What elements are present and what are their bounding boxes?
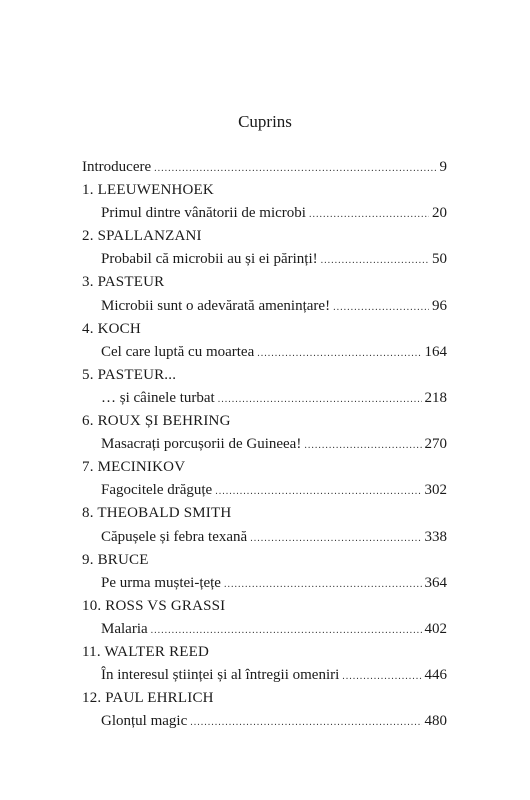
dot-leader	[215, 482, 421, 502]
toc-page-number: 402	[424, 620, 447, 637]
toc-page-number: 480	[424, 713, 447, 730]
toc-chapter-heading	[82, 642, 447, 665]
toc-page-number: 20	[432, 205, 447, 222]
toc-entry	[82, 480, 447, 503]
toc-entry	[82, 388, 447, 411]
chapter-title: 2. SPALLANZANI	[82, 228, 202, 245]
chapter-title: 9. BRUCE	[82, 551, 149, 568]
toc-entry-label: Pe urma muștei-țețe	[101, 574, 221, 591]
toc-entry-label: Microbii sunt o adevărată amenințare!	[101, 297, 331, 314]
toc-entry-label: Fagocitele drăguțe	[101, 482, 213, 499]
toc-entry	[82, 203, 447, 226]
toc-chapter-heading	[82, 272, 447, 295]
toc-entry	[82, 665, 447, 688]
dot-leader	[250, 529, 421, 549]
toc-entry-label: Primul dintre vânătorii de microbi	[101, 205, 306, 222]
chapter-title: 5. PASTEUR...	[82, 366, 177, 383]
chapter-title: 10. ROSS VS GRASSI	[82, 597, 226, 614]
toc-page-number: 9	[439, 159, 447, 175]
dot-leader	[333, 298, 429, 318]
toc-entry	[82, 296, 447, 319]
dot-leader	[151, 621, 422, 641]
toc-page-number: 338	[424, 528, 447, 545]
dot-leader	[304, 436, 421, 456]
toc-page-number: 164	[424, 343, 447, 360]
toc-entry-label: Căpușele și febra texană	[101, 528, 248, 545]
toc-entry-introduction	[82, 157, 447, 180]
toc-page-number: 270	[424, 436, 447, 453]
toc-chapter-heading	[82, 596, 447, 619]
toc-entry	[82, 573, 447, 596]
toc-chapter-heading	[82, 319, 447, 342]
dot-leader	[309, 205, 429, 225]
dot-leader	[190, 713, 421, 733]
toc-page-number: 302	[424, 482, 447, 499]
chapter-title: 8. THEOBALD SMITH	[82, 505, 232, 522]
chapter-title: 11. WALTER REED	[82, 643, 210, 660]
toc-page-number: 50	[432, 251, 447, 268]
toc-chapter-heading	[82, 365, 447, 388]
toc-chapter-heading	[82, 411, 447, 434]
toc-entry-label: Masacrați porcușorii de Guineea!	[101, 436, 302, 453]
toc-chapter-heading	[82, 226, 447, 249]
chapter-title: 12. PAUL EHRLICH	[82, 690, 214, 707]
toc-chapter-heading	[82, 550, 447, 573]
chapter-title: 3. PASTEUR	[82, 274, 165, 291]
dot-leader	[224, 575, 422, 595]
toc-entry-label: Introducere	[82, 159, 152, 175]
chapter-title: 7. MECINIKOV	[82, 459, 186, 476]
toc-page-number: 364	[424, 574, 447, 591]
dot-leader	[257, 344, 421, 364]
toc-chapter-heading	[82, 457, 447, 480]
page-title: Cuprins	[238, 112, 292, 131]
toc-page-number: 218	[424, 389, 447, 406]
chapter-title: 1. LEEUWENHOEK	[82, 182, 214, 199]
toc-entry	[82, 434, 447, 457]
dot-leader	[321, 251, 429, 271]
toc-entry-label: Cel care luptă cu moartea	[101, 343, 255, 360]
toc-chapter-heading	[82, 180, 447, 203]
toc-entry-label: Probabil că microbii au și ei părinți!	[101, 251, 318, 268]
dot-leader	[342, 667, 421, 687]
toc-chapter-heading	[82, 688, 447, 711]
toc-entry-label: … și câinele turbat	[101, 389, 215, 406]
toc-entry	[82, 249, 447, 272]
toc-entry	[82, 619, 447, 642]
toc-entry	[82, 342, 447, 365]
toc-chapter-heading	[82, 503, 447, 526]
chapter-title: 4. KOCH	[82, 320, 141, 337]
table-of-contents	[82, 157, 447, 734]
toc-entry-label: În interesul științei și al întregii omeniri	[101, 667, 340, 684]
toc-entry	[82, 527, 447, 550]
dot-leader	[154, 159, 436, 179]
dot-leader	[218, 390, 422, 410]
chapter-title: 6. ROUX ȘI BEHRING	[82, 413, 231, 430]
toc-page-number: 446	[424, 667, 447, 684]
toc-entry-label: Glonțul magic	[101, 713, 188, 730]
toc-page-number: 96	[432, 297, 447, 314]
toc-entry-label: Malaria	[101, 620, 148, 637]
toc-entry	[82, 711, 447, 734]
